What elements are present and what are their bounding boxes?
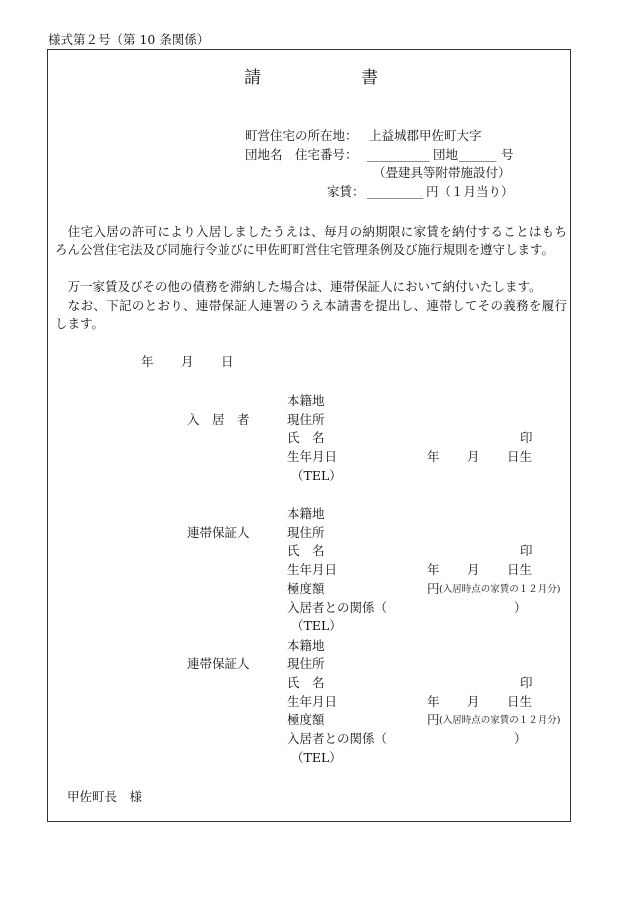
guarantor1-limit-label: 極度額 bbox=[287, 581, 325, 596]
title-char-2: 書 bbox=[361, 68, 378, 88]
fixtures-note: （畳建具等附帯施設付） bbox=[373, 165, 511, 180]
danchi-label: 団地名 住宅番号： bbox=[245, 147, 358, 162]
guarantor2-limit-unit: 円 bbox=[427, 712, 440, 727]
guarantor1-seal-mark: 印 bbox=[520, 543, 533, 558]
rent-unit: 円（１月当り） bbox=[426, 184, 514, 199]
guarantor2-name-label: 氏 名 bbox=[287, 675, 325, 690]
danchi-blank-2: ______ bbox=[459, 147, 497, 162]
guarantor2-birth-year: 年 bbox=[427, 694, 440, 709]
guarantor1-birth-year: 年 bbox=[427, 562, 440, 577]
guarantor2-birth-day: 日生 bbox=[507, 694, 533, 709]
guarantor2-limit-label: 極度額 bbox=[287, 712, 325, 727]
guarantor2-relation-label: 入居者との関係（ bbox=[287, 731, 388, 746]
guarantor1-birth-label: 生年月日 bbox=[287, 562, 338, 577]
danchi-blank-1: __________ bbox=[367, 147, 430, 162]
guarantor1-honseki-label: 本籍地 bbox=[287, 506, 325, 521]
title-char-1: 請 bbox=[244, 68, 261, 88]
addressee: 甲佐町長 様 bbox=[67, 789, 143, 804]
guarantor2-relation-close: ） bbox=[514, 731, 527, 746]
guarantor1-limit-unit: 円 bbox=[427, 581, 440, 596]
guarantor1-limit-note: (入居時点の家賃の１２月分) bbox=[439, 584, 561, 595]
danchi-suffix: 号 bbox=[501, 147, 514, 162]
date-year: 年 bbox=[141, 354, 154, 369]
guarantor2-birth-month: 月 bbox=[467, 694, 480, 709]
location-value: 上益城郡甲佐町大字 bbox=[369, 128, 482, 143]
tenant-honseki-label: 本籍地 bbox=[287, 393, 325, 408]
rent-blank: _________ bbox=[367, 184, 424, 199]
guarantor2-role-label: 連帯保証人 bbox=[187, 656, 250, 671]
guarantor1-relation-label: 入居者との関係（ bbox=[287, 600, 388, 615]
location-label: 町営住宅の所在地： bbox=[245, 128, 358, 143]
guarantor1-birth-day: 日生 bbox=[507, 562, 533, 577]
guarantor2-birth-label: 生年月日 bbox=[287, 694, 338, 709]
tenant-birth-month: 月 bbox=[467, 449, 480, 464]
guarantor1-birth-month: 月 bbox=[467, 562, 480, 577]
guarantor1-role-label: 連帯保証人 bbox=[187, 525, 250, 540]
guarantor2-seal-mark: 印 bbox=[520, 675, 533, 690]
guarantor1-tel-label: （TEL） bbox=[291, 618, 342, 633]
body-paragraph-2: 万一家賃及びその他の債務を滞納した場合は、連帯保証人において納付いたします。 bbox=[55, 279, 542, 294]
guarantor1-relation-close: ） bbox=[514, 600, 527, 615]
date-day: 日 bbox=[221, 354, 234, 369]
form-number-label: 様式第２号（第 10 条関係） bbox=[48, 32, 210, 47]
tenant-seal-mark: 印 bbox=[520, 430, 533, 445]
tenant-birth-label: 生年月日 bbox=[287, 449, 338, 464]
body-paragraph-3: なお、下記のとおり、連帯保証人連署のうえ本請書を提出し、連帯してその義務を履行します。 bbox=[55, 298, 567, 331]
tenant-birth-day: 日生 bbox=[507, 449, 533, 464]
tenant-tel-label: （TEL） bbox=[291, 468, 342, 483]
tenant-name-label: 氏 名 bbox=[287, 430, 325, 445]
tenant-birth-year: 年 bbox=[427, 449, 440, 464]
guarantor2-honseki-label: 本籍地 bbox=[287, 638, 325, 653]
body-paragraph-1: 住宅入居の許可により入居しましたうえは、毎月の納期限に家賃を納付することはもちろん公営住宅法及び同施行令並びに甲佐町町営住宅管理条例及び施行規則を遵守します。 bbox=[55, 224, 567, 257]
date-month: 月 bbox=[181, 354, 194, 369]
guarantor2-tel-label: （TEL） bbox=[291, 750, 342, 765]
guarantor1-address-label: 現住所 bbox=[287, 525, 325, 540]
danchi-mid: 団地 bbox=[433, 147, 459, 162]
guarantor1-name-label: 氏 名 bbox=[287, 543, 325, 558]
guarantor2-limit-note: (入居時点の家賃の１２月分) bbox=[439, 715, 561, 726]
guarantor2-address-label: 現住所 bbox=[287, 656, 325, 671]
tenant-address-label: 現住所 bbox=[287, 412, 325, 427]
rent-label: 家賃： bbox=[327, 184, 365, 199]
tenant-role-label: 入 居 者 bbox=[187, 412, 250, 427]
